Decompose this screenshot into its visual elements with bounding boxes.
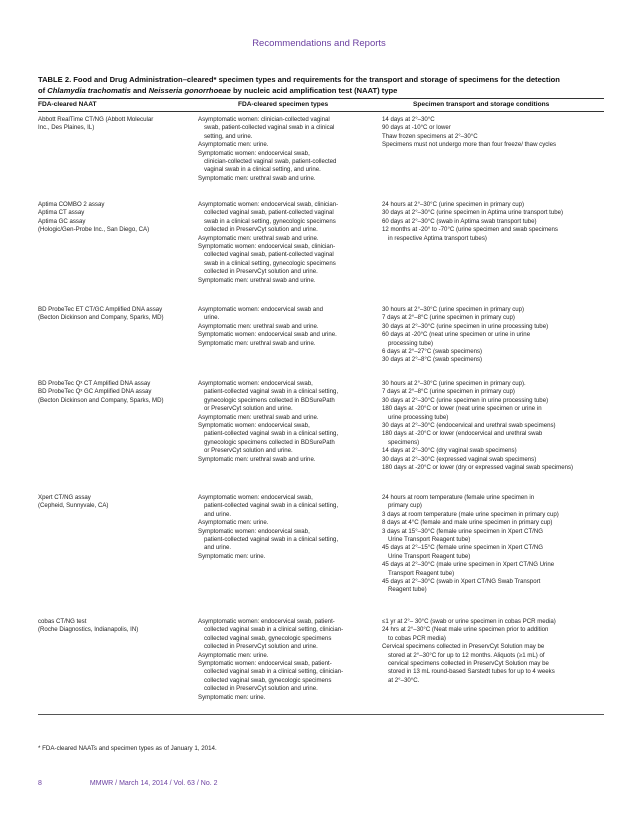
naat-line: Xpert CT/NG assay [38,494,91,501]
specimen-cell [198,116,383,183]
specimen-line: Asymptomatic men: urine. [198,651,269,659]
column-header-naat: FDA-cleared NAAT [38,101,97,108]
storage-line: processing tube) [388,339,434,347]
naat-line: Aptima GC assay [38,217,86,225]
specimen-line: collected in PreservCyt solution and urine. [204,685,318,693]
storage-line: stored at 2°–30°C for up to 12 months. Aliquots (≥1 mL) of [388,651,545,659]
naat-line: BD ProbeTec Qˣ CT Amplified DNA assay [38,380,151,387]
specimen-line: or PreservCyt solution and urine. [204,405,293,413]
column-header-transport-storage: Specimen transport and storage conditions [413,101,550,108]
specimen-line: vaginal swab in a clinical setting, and urine. [204,166,321,174]
specimen-line: Asymptomatic women: endocervical swab and [198,306,323,313]
naat-line: (Cepheid, Sunnyvale, CA) [38,502,109,510]
storage-line: 45 days at 2°–30°C (male urine specimen in Xpert CT/NG Urine [382,561,555,569]
specimen-line: and urine. [204,544,232,552]
table-title [38,75,604,96]
naat-line: (Roche Diagnostics, Indianapolis, IN) [38,626,139,634]
storage-line: 30 hours at 2°–30°C (urine specimen in primary cup) [382,306,525,313]
storage-line: 6 days at 2°–27°C (swab specimens) [382,348,483,356]
storage-line: cervical specimens collected in PreservCyt Solution may be [388,660,549,668]
naat-cell [38,306,196,323]
storage-line: 30 days at 2°–30°C (expressed vaginal swab specimens) [382,455,537,463]
specimen-line: swab, patient-collected vaginal swab in a clinical [204,124,335,132]
storage-line: 7 days at 2°–8°C (urine specimen in primary cup) [382,388,515,396]
specimen-line: collected vaginal swab in a clinical setting, clinician- [204,626,344,634]
specimen-line: Symptomatic men: urethral swab and urine. [198,276,316,284]
specimen-line: Symptomatic men: urine. [198,693,266,701]
table-title-line-1: TABLE 2. Food and Drug Administration–cleared* specimen types and requirements for the transport and storage of specimens for the detection [38,75,560,84]
storage-line: 30 days at 2°–30°C (urine specimen in urine processing tube) [382,396,549,404]
table-header [38,98,604,112]
storage-line: urine processing tube) [388,413,449,421]
specimen-line: Asymptomatic women: endocervical swab, patient- [198,618,335,625]
specimen-line: Asymptomatic men: urethral swab and urine. [198,413,319,421]
storage-cell [382,494,604,595]
storage-line: in respective Aptima transport tubes) [388,234,487,242]
specimen-cell [198,380,383,464]
specimen-line: setting, and urine. [204,132,253,140]
specimen-line: Asymptomatic men: urethral swab and urine. [198,322,319,330]
storage-line: 30 days at 2°–30°C (urine specimen in urine processing tube) [382,322,549,330]
specimen-line: collected in PreservCyt solution and urine. [204,268,318,276]
running-header: Recommendations and Reports [252,38,386,49]
specimen-line: or PreservCyt solution and urine. [204,447,293,455]
specimen-line: patient-collected vaginal swab in a clinical setting, [204,388,339,396]
storage-line: 45 days at 2°–15°C (female urine specimen in Xpert CT/NG [382,544,544,552]
naat-cell [38,494,196,511]
specimen-line: collected in PreservCyt solution and urine. [204,643,318,651]
naat-cell [38,116,196,133]
specimen-cell [198,201,383,285]
specimen-line: Symptomatic women: endocervical swab, [198,149,310,157]
storage-line: 24 hours at room temperature (female urine specimen in [382,494,535,501]
storage-line: Reagent tube) [388,586,427,594]
storage-line: at 2°–30°C. [388,676,420,684]
specimen-line: patient-collected vaginal swab in a clinical setting, [204,430,339,438]
storage-line: 60 days at -20°C (neat urine specimen or urine in urine [382,331,531,339]
specimen-line: Symptomatic women: endocervical swab, clinician- [198,243,336,251]
specimen-line: patient-collected vaginal swab in a clinical setting, [204,536,339,544]
specimen-line: collected vaginal swab, gynecologic specimens [204,634,332,642]
naat-line: (Becton Dickinson and Company, Sparks, MD) [38,396,164,404]
storage-line: 180 days at -20°C or lower (dry or expressed vaginal swab specimens) [382,464,574,472]
table-title-line-2: of Chlamydia trachomatis and Neisseria gonorrhoeae by nucleic acid amplification test (NAAT) type [38,85,398,95]
storage-cell [382,201,604,243]
specimen-cell [198,306,383,348]
naat-cell [38,380,196,405]
naat-line: BD ProbeTec Qˣ GC Amplified DNA assay [38,388,152,396]
specimen-line: collected vaginal swab, patient-collected vaginal [204,251,334,259]
storage-line: Transport Reagent tube) [388,569,455,577]
storage-line: 3 days at 15°–30°C (female urine specimen in Xpert CT/NG [382,527,544,535]
naat-line: (Hologic/Gen-Probe Inc., San Diego, CA) [38,226,150,234]
naat-line: cobas CT/NG test [38,618,87,625]
storage-line: ≤1 yr at 2°– 30°C (swab or urine specimen in cobas PCR media) [382,618,556,625]
storage-line: 3 days at room temperature (male urine specimen in primary cup) [382,510,559,518]
specimen-line: patient-collected vaginal swab in a clinical setting, [204,502,339,510]
specimen-cell [198,618,383,702]
storage-cell [382,380,604,472]
specimen-line: swab in a clinical setting, gynecologic specimens [204,217,336,225]
storage-line: 30 days at 2°–30°C (endocervical and urethral swab specimens) [382,422,556,430]
specimen-line: Asymptomatic women: clinician-collected vaginal [198,116,330,123]
specimen-line: gynecologic specimens collected in BDSurePath [204,396,335,404]
specimen-line: Asymptomatic men: urine. [198,519,269,527]
footnote: * FDA-cleared NAATs and specimen types as of January 1, 2014. [38,745,217,752]
specimen-line: Symptomatic men: urethral swab and urine. [198,174,316,182]
naat-cell [38,618,196,635]
naat-line: Abbott RealTime CT/NG (Abbott Molecular [38,116,154,123]
storage-line: 14 days at 2°–30°C (dry vaginal swab specimens) [382,447,517,455]
storage-line: 12 months at -20° to -70°C (urine specimen and swab specimens [382,226,558,234]
storage-line: Urine Transport Reagent tube) [388,552,471,560]
storage-line: primary cup) [388,502,422,510]
specimen-line: Asymptomatic men: urine. [198,141,269,149]
specimen-line: Asymptomatic women: endocervical swab, clinician- [198,201,339,208]
naat-line: (Becton Dickinson and Company, Sparks, MD) [38,314,164,322]
storage-line: 180 days at -20°C or lower (endocervical and urethral swab [382,430,543,438]
storage-line: 8 days at 4°C (female and male urine specimen in primary cup) [382,519,553,527]
specimen-line: clinician-collected vaginal swab, patient-collected [204,158,337,166]
storage-line: stored in 13 mL round-based Sarstedt tubes for up to 4 weeks [388,668,555,676]
naat-cell [38,201,196,235]
journal-citation: MMWR / March 14, 2014 / Vol. 63 / No. 2 [89,780,218,787]
storage-line: 45 days at 2°–30°C (swab in Xpert CT/NG Swab Transport [382,578,541,586]
storage-line: 30 days at 2°–8°C (swab specimens) [382,356,483,364]
specimen-line: collected in PreservCyt solution and urine. [204,226,318,234]
storage-line: Specimens must not undergo more than four freeze/ thaw cycles [382,141,557,149]
storage-line: 7 days at 2°–8°C (urine specimen in primary cup) [382,314,515,322]
specimen-line: Symptomatic women: endocervical swab, [198,422,310,430]
page-footer [38,780,218,787]
storage-line: 90 days at -10°C or lower [382,124,451,132]
specimen-line: Symptomatic women: endocervical swab, [198,527,310,535]
specimen-line: Asymptomatic women: endocervical swab, [198,494,313,501]
specimen-cell [198,494,383,561]
storage-line: 30 hours at 2°–30°C (urine specimen in primary cup). [382,380,526,387]
specimen-line: Symptomatic women: endocervical swab and urine. [198,331,337,339]
storage-line: 60 days at 2°–30°C (swab in Aptima swab transport tube) [382,217,537,225]
storage-line: 30 days at 2°–30°C (urine specimen in Aptima urine transport tube) [382,209,564,217]
naat-line: Aptima CT assay [38,209,85,217]
specimen-line: collected vaginal swab, gynecologic specimens [204,676,332,684]
naat-line: Inc., Des Plaines, IL) [38,124,95,132]
specimen-line: urine. [204,314,220,322]
storage-line: 24 hrs at 2°–30°C (Neat male urine specimen prior to addition [382,626,549,634]
naat-line: Aptima COMBO 2 assay [38,201,105,208]
storage-line: to cobas PCR media) [388,634,446,642]
table-bottom-rule [38,714,604,715]
specimen-line: Symptomatic men: urine. [198,552,266,560]
specimen-line: gynecologic specimens collected in BDSurePath [204,438,335,446]
storage-cell [382,116,604,150]
specimen-line: collected vaginal swab, patient-collected vaginal [204,209,334,217]
specimen-line: and urine. [204,510,232,518]
specimen-line: swab in a clinical setting, gynecologic specimens [204,259,336,267]
column-header-specimen-types: FDA-cleared specimen types [238,101,329,108]
storage-line: Thaw frozen specimens at 2°–30°C [382,132,478,140]
storage-cell [382,306,604,365]
specimen-line: Asymptomatic women: endocervical swab, [198,380,313,387]
page-number: 8 [38,780,42,787]
storage-line: 14 days at 2°–30°C [382,116,435,123]
storage-cell [382,618,604,685]
storage-line: 24 hours at 2°–30°C (urine specimen in primary cup) [382,201,525,208]
specimen-line: Symptomatic men: urethral swab and urine. [198,455,316,463]
naat-line: BD ProbeTec ET CT/GC Amplified DNA assay [38,306,163,313]
storage-line: 180 days at -20°C or lower (neat urine specimen or urine in [382,405,542,413]
specimen-line: Asymptomatic men: urethral swab and urine. [198,234,319,242]
specimen-line: Symptomatic men: urethral swab and urine. [198,339,316,347]
storage-line: specimens) [388,438,420,446]
storage-line: Cervical specimens collected in PreservCyt Solution may be [382,643,545,651]
specimen-line: Symptomatic women: endocervical swab, patient- [198,660,332,668]
storage-line: Urine Transport Reagent tube) [388,536,471,544]
specimen-line: collected vaginal swab in a clinical setting, clinician- [204,668,344,676]
